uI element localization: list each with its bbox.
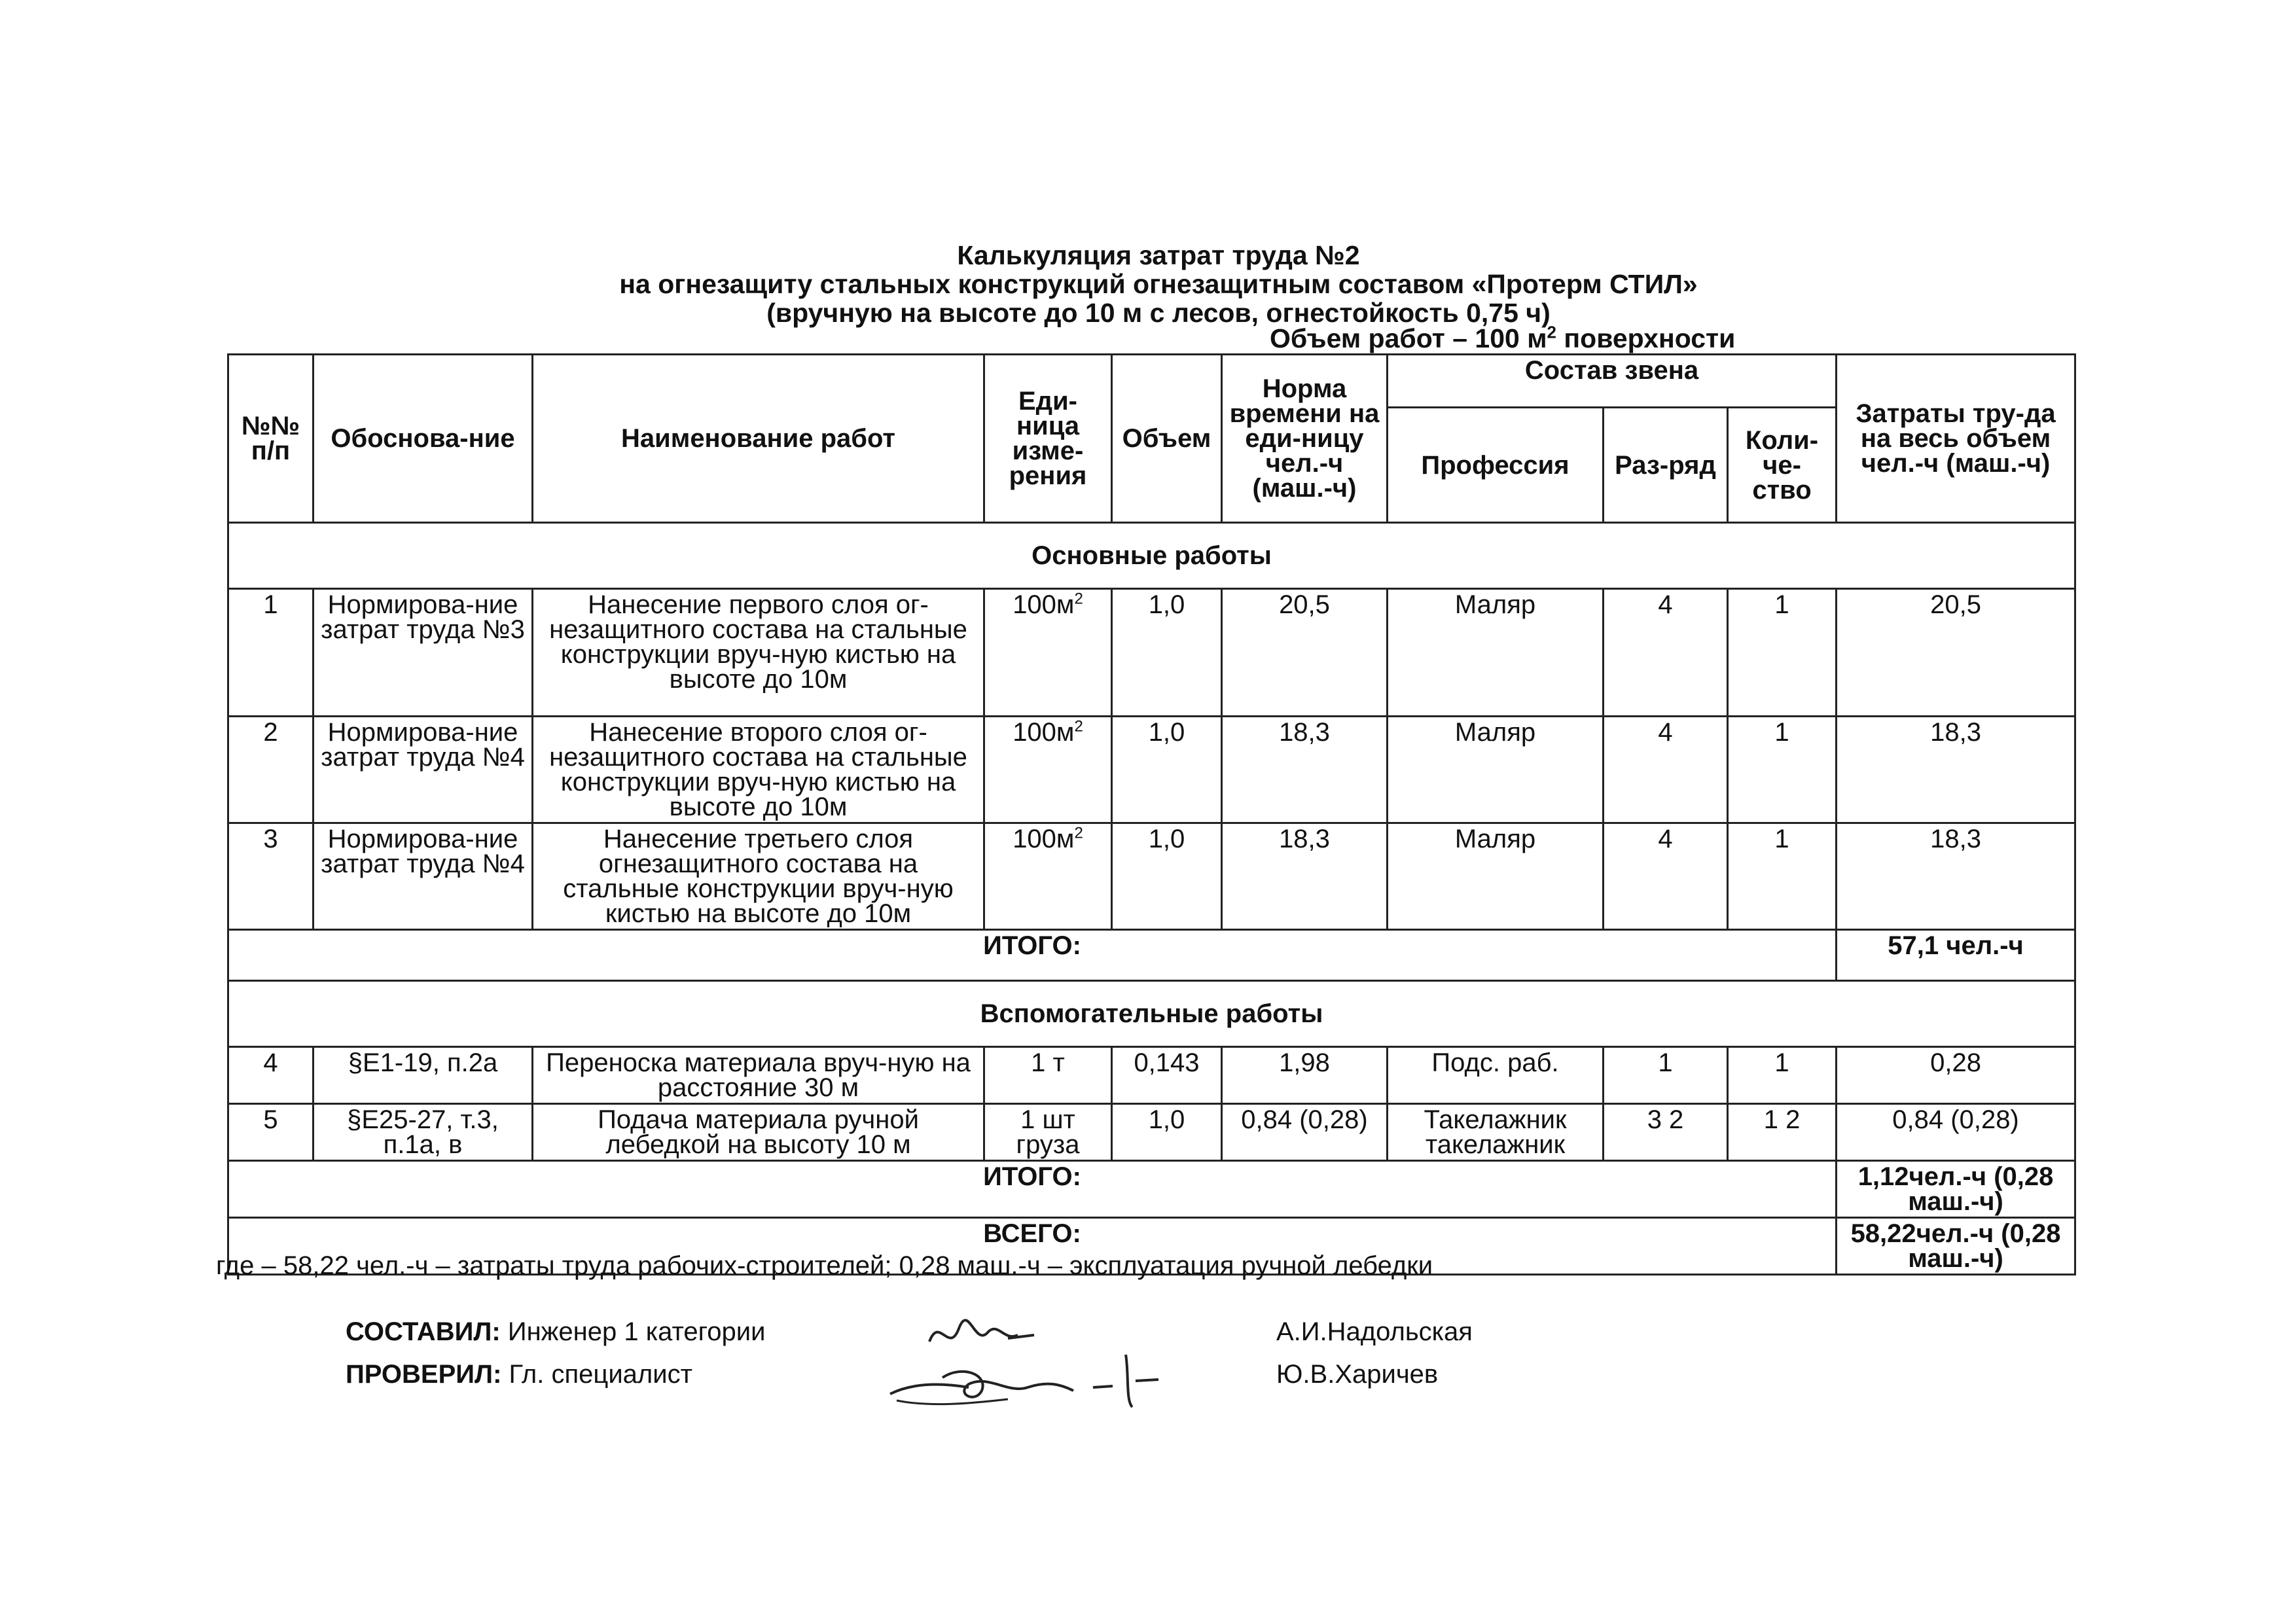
document-subtitle: на огнезащиту стальных конструкций огнезащитным составом «Протерм СТИЛ» <box>619 269 1698 299</box>
checked-label: ПРОВЕРИЛ: <box>346 1360 502 1389</box>
checked-name: Ю.В.Харичев <box>1276 1360 1439 1389</box>
row-volume: 1,0 <box>1112 823 1222 930</box>
row-profession: Подс. раб. <box>1388 1047 1604 1104</box>
section-aux-works: Вспомогательные работы <box>228 981 2075 1047</box>
subtotal-aux-value: 1,12чел.-ч (0,28 маш.-ч) <box>1837 1161 2075 1218</box>
row-name: Нанесение второго слоя ог-незащитного состава на стальные конструкции вруч-ную кистью на высоте до 10м <box>533 717 984 823</box>
row-norm: 1,98 <box>1222 1047 1388 1104</box>
table-row <box>228 589 2075 717</box>
table-row <box>228 1104 2075 1161</box>
row-name: Нанесение первого слоя ог-незащитного состава на стальные конструкции вруч-ную кистью на высоте до 10м <box>533 589 984 717</box>
subtotal-main-label: ИТОГО: <box>228 930 1837 981</box>
row-grade: 1 <box>1604 1047 1728 1104</box>
row-num: 1 <box>228 589 314 717</box>
col-profession-header: Профессия <box>1388 408 1604 523</box>
row-profession: Маляр <box>1388 589 1604 717</box>
subtotal-aux-label: ИТОГО: <box>228 1161 1837 1218</box>
row-num: 2 <box>228 717 314 823</box>
col-crew-header: Состав звена <box>1388 355 1837 408</box>
row-num: 4 <box>228 1047 314 1104</box>
handwritten-signatures <box>877 1302 1217 1433</box>
row-total: 18,3 <box>1837 823 2075 930</box>
row-grade: 4 <box>1604 717 1728 823</box>
table-row <box>228 717 2075 823</box>
row-volume: 1,0 <box>1112 589 1222 717</box>
document-title: Калькуляция затрат труда №2 <box>957 240 1360 270</box>
col-unit-header: Еди-ница изме-рения <box>984 355 1112 523</box>
row-basis: Нормирова-ние затрат труда №4 <box>314 717 533 823</box>
subtotal-main-value: 57,1 чел.-ч <box>1837 930 2075 981</box>
row-unit: 1 шт груза <box>984 1104 1112 1161</box>
col-name-header: Наименование работ <box>533 355 984 523</box>
col-total-header: Затраты тру-да на весь объем чел.-ч (маш.-ч) <box>1837 355 2075 523</box>
col-volume-header: Объем <box>1112 355 1222 523</box>
row-count: 1 <box>1728 717 1837 823</box>
checked-role: Гл. специалист <box>501 1360 692 1389</box>
grand-total-label: ВСЕГО: <box>228 1218 1837 1275</box>
row-profession: Такелажник такелажник <box>1388 1104 1604 1161</box>
row-num: 5 <box>228 1104 314 1161</box>
row-num: 3 <box>228 823 314 930</box>
grand-total-value: 58,22чел.-ч (0,28 маш.-ч) <box>1837 1218 2075 1275</box>
row-total: 18,3 <box>1837 717 2075 823</box>
row-basis: §Е1-19, п.2а <box>314 1047 533 1104</box>
checked-by-row <box>346 1360 692 1389</box>
row-volume: 0,143 <box>1112 1047 1222 1104</box>
row-basis: Нормирова-ние затрат труда №3 <box>314 589 533 717</box>
footnote: где – 58,22 чел.-ч – затраты труда рабочих-строителей; 0,28 маш.-ч – эксплуатация ручной лебедки <box>216 1251 1433 1280</box>
subtotal-main-row <box>228 930 2075 981</box>
row-volume: 1,0 <box>1112 717 1222 823</box>
col-basis-header: Обоснова-ние <box>314 355 533 523</box>
row-count: 1 <box>1728 589 1837 717</box>
row-norm: 20,5 <box>1222 589 1388 717</box>
row-grade: 4 <box>1604 823 1728 930</box>
row-norm: 0,84 (0,28) <box>1222 1104 1388 1161</box>
row-unit: $100м^2$ <box>984 717 1112 823</box>
row-profession: Маляр <box>1388 717 1604 823</box>
col-count-header: Коли-че-ство <box>1728 408 1837 523</box>
composed-name: А.И.Надольская <box>1276 1317 1473 1346</box>
row-name: Переноска материала вруч-ную на расстояние 30 м <box>533 1047 984 1104</box>
header-row-1 <box>228 355 2075 408</box>
subtotal-aux-row <box>228 1161 2075 1218</box>
row-count: 1 2 <box>1728 1104 1837 1161</box>
row-volume: 1,0 <box>1112 1104 1222 1161</box>
row-count: 1 <box>1728 1047 1837 1104</box>
col-norm-header: Норма времени на еди-ницу чел.-ч (маш.-ч) <box>1222 355 1388 523</box>
labor-calc-table <box>227 353 2076 1275</box>
composed-label: СОСТАВИЛ: <box>346 1317 501 1346</box>
row-unit: 1 т <box>984 1047 1112 1104</box>
document-title-block <box>223 241 2094 327</box>
row-count: 1 <box>1728 823 1837 930</box>
work-volume: Объем работ – 100 $м^2$ поверхности <box>1270 322 1736 353</box>
table-row <box>228 823 2075 930</box>
col-grade-header: Раз-ряд <box>1604 408 1728 523</box>
composed-role: Инженер 1 категории <box>500 1317 766 1346</box>
row-unit: $100м^2$ <box>984 589 1112 717</box>
table-row <box>228 1047 2075 1104</box>
document-conditions: (вручную на высоте до 10 м с лесов, огнестойкость 0,75 ч) <box>766 298 1551 328</box>
row-grade: 3 2 <box>1604 1104 1728 1161</box>
row-name: Подача материала ручной лебедкой на высоту 10 м <box>533 1104 984 1161</box>
row-profession: Маляр <box>1388 823 1604 930</box>
row-unit: $100м^2$ <box>984 823 1112 930</box>
row-basis: Нормирова-ние затрат труда №4 <box>314 823 533 930</box>
row-name: Нанесение третьего слоя огнезащитного состава на стальные конструкции вруч-ную кистью на высоте до 10м <box>533 823 984 930</box>
composed-by-row <box>346 1317 765 1347</box>
col-num-header: №№ п/п <box>228 355 314 523</box>
section-main-works: Основные работы <box>228 523 2075 589</box>
row-total: 0,84 (0,28) <box>1837 1104 2075 1161</box>
row-norm: 18,3 <box>1222 717 1388 823</box>
row-total: 0,28 <box>1837 1047 2075 1104</box>
row-total: 20,5 <box>1837 589 2075 717</box>
row-norm: 18,3 <box>1222 823 1388 930</box>
row-basis: §Е25-27, т.3, п.1а, в <box>314 1104 533 1161</box>
row-grade: 4 <box>1604 589 1728 717</box>
